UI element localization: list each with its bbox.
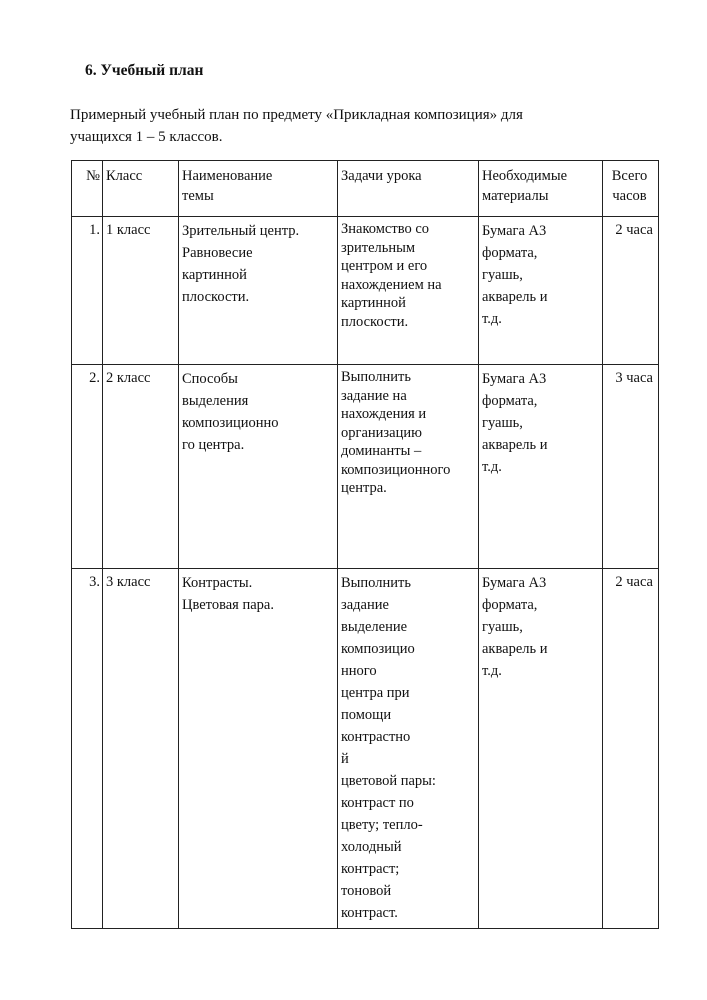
cell-task-line: задание на bbox=[341, 387, 407, 404]
cell-materials-line: т.д. bbox=[482, 459, 502, 475]
header-num: № bbox=[72, 161, 103, 217]
cell-topic-line: го центра. bbox=[182, 437, 245, 453]
cell-task-line: Выполнить bbox=[341, 369, 411, 385]
cell-task-line: контрастно bbox=[341, 729, 411, 745]
cell-materials-line: акварель и bbox=[482, 289, 548, 305]
table-row bbox=[72, 365, 659, 569]
cell-task-line: тоновой bbox=[341, 883, 392, 899]
cell-task-line: зрительным bbox=[341, 239, 416, 256]
cell-materials-line: Бумага А3 bbox=[482, 223, 547, 239]
cell-topic bbox=[179, 365, 338, 569]
cell-task-line: нного bbox=[341, 663, 377, 679]
table-row bbox=[72, 217, 659, 365]
cell-task-line: центра. bbox=[341, 480, 387, 496]
cell-task-line: й bbox=[341, 751, 349, 767]
cell-materials bbox=[479, 365, 603, 569]
cell-topic-line: Цветовая пара. bbox=[182, 597, 274, 613]
cell-class: 1 класс bbox=[103, 217, 179, 365]
cell-num: 2. bbox=[72, 365, 103, 569]
cell-materials-line: т.д. bbox=[482, 663, 502, 679]
header-materials bbox=[479, 161, 603, 217]
cell-topic-line: Равновесие bbox=[182, 245, 253, 261]
header-hours bbox=[603, 161, 659, 217]
cell-task-line: нахождения и bbox=[341, 406, 427, 422]
header-hours-line: часов bbox=[612, 188, 647, 204]
cell-hours: 2 часа bbox=[603, 569, 659, 929]
cell-materials-line: формата, bbox=[482, 393, 538, 409]
cell-task-line: контраст по bbox=[341, 795, 414, 811]
cell-task-line: нахождением на bbox=[341, 276, 442, 293]
intro-line: Примерный учебный план по предмету «Прикладная композиция» для bbox=[70, 107, 523, 123]
cell-class: 3 класс bbox=[103, 569, 179, 929]
header-topic bbox=[179, 161, 338, 217]
header-task: Задачи урока bbox=[338, 161, 479, 217]
header-topic-line: темы bbox=[182, 188, 214, 204]
cell-topic-line: Зрительный центр. bbox=[182, 223, 300, 239]
cell-num: 3. bbox=[72, 569, 103, 929]
cell-task-line: помощи bbox=[341, 707, 392, 723]
cell-task-line: контраст; bbox=[341, 861, 400, 877]
cell-materials-line: Бумага А3 bbox=[482, 371, 547, 387]
intro-line: учащихся 1 – 5 классов. bbox=[70, 129, 223, 145]
cell-task-line: задание bbox=[341, 597, 389, 613]
cell-task-line: Выполнить bbox=[341, 575, 411, 591]
header-materials-line: материалы bbox=[482, 188, 549, 204]
cell-task bbox=[338, 569, 479, 929]
cell-materials-line: акварель и bbox=[482, 437, 548, 453]
cell-task-line: цвету; тепло- bbox=[341, 817, 423, 833]
cell-materials-line: гуашь, bbox=[482, 415, 523, 431]
cell-topic-line: Контрасты. bbox=[182, 575, 253, 591]
cell-topic-line: выделения bbox=[182, 393, 249, 409]
cell-task-line: контраст. bbox=[341, 905, 398, 921]
cell-materials-line: т.д. bbox=[482, 311, 502, 327]
cell-topic-line: Способы bbox=[182, 371, 238, 387]
cell-materials-line: формата, bbox=[482, 597, 538, 613]
cell-task bbox=[338, 365, 479, 569]
table-row bbox=[72, 569, 659, 929]
cell-materials-line: формата, bbox=[482, 245, 538, 261]
cell-materials-line: акварель и bbox=[482, 641, 548, 657]
cell-materials-line: гуашь, bbox=[482, 267, 523, 283]
cell-task-line: Знакомство со bbox=[341, 221, 429, 237]
cell-task-line: картинной bbox=[341, 295, 406, 311]
cell-task-line: плоскости. bbox=[341, 313, 409, 330]
cell-num: 1. bbox=[72, 217, 103, 365]
cell-materials-line: гуашь, bbox=[482, 619, 523, 635]
cell-task-line: композиционного bbox=[341, 461, 451, 478]
cell-task-line: выделение bbox=[341, 619, 408, 635]
cell-topic-line: картинной bbox=[182, 267, 247, 283]
cell-task-line: центром и его bbox=[341, 258, 428, 274]
cell-topic bbox=[179, 569, 338, 929]
cell-materials bbox=[479, 217, 603, 365]
cell-materials-line: Бумага А3 bbox=[482, 575, 547, 591]
cell-topic bbox=[179, 217, 338, 365]
cell-topic-line: плоскости. bbox=[182, 289, 250, 305]
cell-hours: 3 часа bbox=[603, 365, 659, 569]
header-materials-line: Необходимые bbox=[482, 168, 568, 184]
cell-task-line: холодный bbox=[341, 839, 402, 855]
cell-task-line: цветовой пары: bbox=[341, 773, 436, 789]
section-heading: 6. Учебный план bbox=[85, 62, 204, 79]
intro-paragraph bbox=[70, 104, 670, 148]
table-header-row bbox=[72, 161, 659, 217]
cell-hours: 2 часа bbox=[603, 217, 659, 365]
header-topic-line: Наименование bbox=[182, 168, 273, 184]
header-hours-line: Всего bbox=[611, 168, 648, 184]
curriculum-table bbox=[71, 160, 659, 929]
cell-class: 2 класс bbox=[103, 365, 179, 569]
cell-materials bbox=[479, 569, 603, 929]
cell-topic-line: композиционно bbox=[182, 415, 279, 431]
cell-task-line: композицио bbox=[341, 641, 415, 657]
cell-task bbox=[338, 217, 479, 365]
cell-task-line: организацию bbox=[341, 424, 422, 441]
header-class: Класс bbox=[103, 161, 179, 217]
cell-task-line: центра при bbox=[341, 685, 410, 701]
cell-task-line: доминанты – bbox=[341, 443, 422, 459]
